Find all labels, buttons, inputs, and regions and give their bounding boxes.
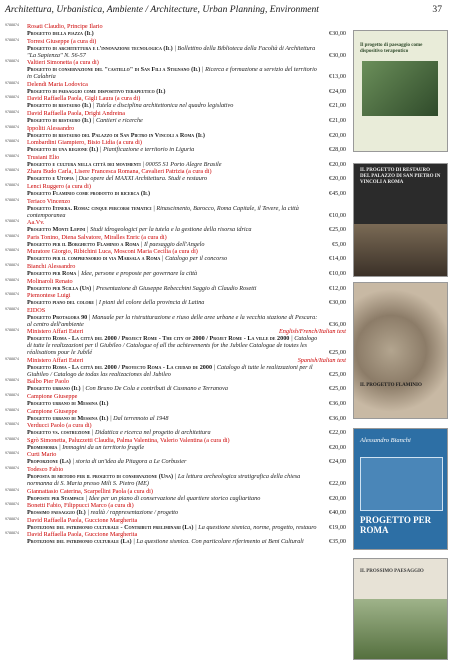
catalog-entry — [5, 466, 346, 487]
entry-subtitle: | Idee, persone e proposte per governare la città — [77, 269, 198, 277]
entry-publication — [5, 146, 346, 153]
cover-title: IL PROGETTO DI RESTAURO DEL PALAZZO DI SAN PIETRO IN VINCOLI A ROMA — [360, 168, 441, 185]
entry-title: Progetto vs. costruzione — [27, 429, 91, 437]
entry-author: Lombardini Giampiero, Bisio Lidia (a cura di) — [27, 139, 142, 147]
entry-author: David Raffaella Paola, Guccione Margherita — [27, 516, 138, 524]
isbn-code: 9788874 — [5, 153, 19, 158]
entry-title: Progetto di architettura e l'innovazione tecnologica (Il) — [27, 44, 173, 52]
entry-author: Ministero Affari Esteri English/French/Italian text — [27, 328, 346, 336]
isbn-code: 9788874 — [5, 328, 19, 333]
entry-subtitle: | Pianificazione e territorio in Liguria — [99, 146, 195, 154]
entry-author: Bonetti Fabio, Filippucci Marco (a cura di) — [27, 502, 134, 510]
isbn-code: 9788874 — [5, 502, 19, 507]
language-note: English/French/Italian text — [279, 328, 346, 336]
entry-title: Progetto Roma - La città del 2000 / Project Rome - The city of 2000 / Projet Rome - La ville de 2000 — [27, 335, 290, 343]
cover-palazzo-san-pietro — [353, 163, 448, 277]
entry-subtitle: | Rinascimento, Barocco, Roma Capitale, il Tevere, la città contemporanea — [27, 204, 299, 219]
isbn-code: 9788874 — [5, 219, 19, 224]
isbn-code: 9788874 — [5, 233, 19, 238]
entry-subtitle: | Catalogo di tutte le realizzazioni per il Giubileo / Catalogue of all the achievements for the Jubilee Catalogue de toutes les réalisations pour le Jubilé — [27, 335, 318, 357]
catalog-entry — [5, 378, 346, 392]
catalog-entry — [5, 125, 346, 139]
entry-author: Ministero Affari Esteri Spanish/Italian text — [27, 356, 346, 364]
isbn-code: 9788874 — [5, 487, 19, 492]
entry-price: €25,00 — [328, 349, 346, 357]
catalog-entry — [5, 219, 346, 233]
entry-title: Protezione del patrimonio culturale - Contributi preliminari (La) — [27, 523, 194, 531]
catalog-entry — [5, 95, 346, 109]
entry-title: Promemoria — [27, 443, 58, 451]
entry-title: Progetto e cultura nella città dei movimenti — [27, 160, 141, 168]
catalog-entry — [5, 488, 346, 502]
entry-title: Progetto e Utopia — [27, 175, 74, 183]
entry-subtitle: | Il paesaggio dell'Angelo — [140, 240, 205, 248]
entry-price: €20,00 — [328, 131, 346, 139]
entry-price: €5,00 — [332, 240, 346, 248]
catalog-entry — [5, 292, 346, 306]
catalog-entry — [5, 263, 346, 277]
entry-author: Balbo Pier Paolo — [27, 378, 69, 386]
entry-price: €19,00 — [328, 523, 346, 531]
catalog-entry — [5, 198, 346, 219]
catalog-entry — [5, 451, 346, 465]
entry-subtitle: | Dal terremoto al 1948 — [109, 414, 169, 422]
entry-price: €20,00 — [328, 494, 346, 502]
entry-subtitle: | Studi idrogeologici per la tutela e la gestione della risorsa idrica — [86, 226, 252, 234]
entry-title: Progetto di restauro (Il) — [27, 102, 92, 110]
entry-title: Progetto per il Borghetto Flaminio a Roma — [27, 240, 140, 248]
entry-price: €24,00 — [328, 87, 346, 95]
entry-publication — [5, 88, 346, 95]
entry-author: Ippoliti Alessandro — [27, 124, 75, 132]
entry-price: €20,00 — [328, 160, 346, 168]
catalog-entry — [5, 168, 346, 182]
entry-price: €28,00 — [328, 146, 346, 154]
entry-price: €20,00 — [328, 175, 346, 183]
entry-price: €36,00 — [328, 320, 346, 328]
catalog-entry — [5, 81, 346, 95]
entry-publication — [5, 299, 346, 306]
entry-price: €22,00 — [328, 480, 346, 488]
entry-publication — [5, 524, 346, 531]
entry-author: Paris Tonino, Diena Salvatore, Miralles Enric (a cura di) — [27, 233, 167, 241]
catalog-entry — [5, 502, 346, 516]
entry-publication — [5, 102, 346, 109]
entry-author: Molinaroli Renato — [27, 277, 73, 285]
isbn-code: 9788874 — [5, 306, 19, 311]
entry-author: David Raffaella Paola, Drighi Andreina — [27, 109, 125, 117]
entry-subtitle: | Tutela e disciplina architettonica nel quadro legislativo — [92, 102, 234, 110]
entry-price: €30,00 — [328, 30, 346, 37]
entry-publication — [5, 270, 346, 277]
catalog-entry — [5, 234, 346, 248]
language-note: Spanish/Italian text — [297, 356, 346, 364]
entry-publication — [5, 241, 346, 248]
entry-title: Prossimo paesaggio (Il) — [27, 509, 86, 517]
entry-author: David Raffaella Paola, Guccione Margherita — [27, 531, 138, 539]
entry-author: Delendi Maria Lodovica — [27, 80, 88, 88]
entry-author: Campione Giuseppe — [27, 393, 78, 401]
entry-title: Progetto di paesaggio come dispositivo terapeutico (Il) — [27, 87, 166, 95]
isbn-code: 9788874 — [5, 262, 19, 267]
entry-price: €25,00 — [328, 385, 346, 393]
entry-title: Progetto urbano (Il) — [27, 385, 81, 393]
catalog-entry — [5, 183, 346, 197]
entry-subtitle: | Catalogo di tutte le realizzazioni per il Giubileo / Catalogo de todas las realizaciones del Jubileo — [27, 363, 313, 378]
entry-publication — [5, 538, 346, 545]
cover-title: Il progetto di paesaggio come dispositivo terapeutico — [360, 43, 423, 54]
entry-author: Lenci Ruggero (a cura di) — [27, 182, 91, 190]
entry-author: EIDOS — [27, 306, 46, 314]
entry-author: Aa.Vv. — [27, 219, 45, 227]
isbn-code: 9788874 — [5, 182, 19, 187]
entry-title: Progetto per il comprensorio di via Marsala a Roma — [27, 255, 161, 263]
entry-subtitle: | 00055 S1 Porto Alegre Brasile — [142, 160, 222, 168]
entry-title: Proposta di metodo per il progetto di conservazione (Una) — [27, 473, 174, 481]
entry-publication — [5, 364, 346, 378]
entry-subtitle: | La questione sismica. Con particolare riferimento ai Beni Culturali — [133, 538, 304, 546]
entry-subtitle: | Catalogo per il concorso — [161, 255, 228, 263]
isbn-code: 9788874 — [5, 168, 19, 173]
entry-publication — [5, 66, 346, 80]
entry-price: €20,00 — [328, 443, 346, 451]
entry-subtitle: | Con Bruno De Cola e contributi di Cusmano e Terranova — [82, 385, 228, 393]
entry-price: €35,00 — [328, 538, 346, 546]
entry-price: €30,00 — [328, 299, 346, 307]
entry-publication — [5, 385, 346, 392]
catalog-entry — [5, 38, 346, 59]
entry-subtitle: | Didattica e ricerca nel progetto di architettura — [91, 429, 211, 437]
cover-progetto-paesaggio — [353, 30, 448, 152]
entry-author: Campione Giuseppe — [27, 407, 78, 415]
entry-title: Proposte per Stampace — [27, 494, 85, 502]
catalog-entry — [5, 437, 346, 451]
entry-subtitle: | Due opere del MAXXI Architettura. Studi e restauro — [75, 175, 208, 183]
catalog-entry — [5, 23, 346, 37]
catalog-entry — [5, 531, 346, 545]
entry-author: Curti Mario — [27, 451, 57, 459]
isbn-code: 9788874 — [5, 109, 19, 114]
page-header — [5, 4, 442, 18]
catalog-entry — [5, 139, 346, 153]
entry-price: €45,00 — [328, 189, 346, 197]
entry-price: €14,00 — [328, 255, 346, 263]
section-title: Architettura, Urbanistica, Ambiente / Architecture, Urban Planning, Environment — [5, 4, 319, 15]
entry-subtitle: | La lettura archeologica stratigrafica della chiesa normanna di S. Maria presso Mili S. Pietro (ME) — [27, 473, 301, 488]
entry-publication — [5, 285, 346, 292]
entry-publication — [5, 132, 346, 139]
entry-publication — [5, 415, 346, 422]
entry-price: €21,00 — [328, 102, 346, 110]
isbn-code: 9788874 — [5, 451, 19, 456]
entry-author: Rosati Claudio, Principe Ilario — [27, 23, 103, 30]
entry-author: Valtieri Simonetta (a cura di) — [27, 59, 99, 67]
entry-title: Proporzione (La) — [27, 458, 71, 466]
entry-subtitle: | Bollettino della Biblioteca della Facoltà di Architettura "La Sapienza" N. 56-57 — [27, 44, 316, 59]
catalog-entry — [5, 393, 346, 407]
entry-publication — [5, 30, 346, 37]
cover-author: Alessandro Bianchi — [360, 437, 411, 444]
entry-subtitle: | Idee per un piano di conservazione del quartiere storico cagliaritano — [85, 494, 261, 502]
entry-price: €30,00 — [328, 51, 346, 59]
cover-title: PROGETTO PER ROMA — [360, 515, 432, 536]
entry-publication — [5, 117, 346, 124]
entry-publication — [5, 509, 346, 516]
catalog-entries — [5, 23, 346, 546]
isbn-code: 9788874 — [5, 23, 19, 27]
isbn-code: 9788874 — [5, 59, 19, 64]
cover-progetto-flaminio — [353, 282, 448, 419]
catalog-entry — [5, 422, 346, 436]
catalog-entry — [5, 154, 346, 168]
cover-progetto-per-roma — [353, 428, 448, 550]
entry-publication — [5, 314, 346, 328]
entry-title: Progetto Protagora 90 — [27, 313, 88, 321]
isbn-code: 9788874 — [5, 277, 19, 282]
catalog-entry — [5, 59, 346, 80]
entry-title: Progetto di restauro (Il) — [27, 116, 92, 124]
entry-publication — [5, 495, 346, 502]
entry-publication — [5, 45, 346, 59]
entry-author: Verducci Paolo (a cura di) — [27, 422, 92, 430]
entry-publication — [5, 205, 346, 219]
entry-title: Progetto per Roma — [27, 269, 77, 277]
entry-title: Progetto piano del colore — [27, 299, 95, 307]
entry-price: €12,00 — [328, 284, 346, 292]
catalog-entry — [5, 248, 346, 262]
entry-price: €24,00 — [328, 458, 346, 466]
entry-author: Trusiani Elio — [27, 153, 60, 161]
entry-publication — [5, 400, 346, 407]
isbn-code: 9788874 — [5, 197, 19, 202]
entry-author: Giannattasio Caterina, Scarpellini Paola (a cura di) — [27, 487, 153, 495]
isbn-code: 9788874 — [5, 422, 19, 427]
entry-title: Progetto per Scilla (Un) — [27, 284, 92, 292]
catalog-entry — [5, 278, 346, 292]
entry-publication — [5, 473, 346, 487]
isbn-code: 9788874 — [5, 393, 19, 398]
entry-subtitle: | Immagini da un territorio fragile — [59, 443, 145, 451]
entry-author: Todesco Fabio — [27, 466, 64, 474]
entry-author: Teriaco Vincenzo — [27, 197, 71, 205]
entry-title: Progetto Roma - La città del 2000 / Proyecto Roma - La ciudad de 2000 — [27, 363, 213, 371]
entry-subtitle: | Manuale per la ristrutturazione e riuso delle aree urbane e la vecchia stazione di Pescara: al centro dell'ambiente — [27, 313, 318, 328]
entry-title: Progetto urbano di Messina (Il) — [27, 414, 109, 422]
isbn-code: 9788874 — [5, 531, 19, 536]
catalog-entry — [5, 110, 346, 124]
isbn-code: 9788874 — [5, 292, 19, 297]
entry-price: €21,00 — [328, 116, 346, 124]
isbn-code: 9788874 — [5, 95, 19, 100]
cover-title: IL PROGETTO FLAMINIO — [360, 383, 422, 388]
entry-price: €36,00 — [328, 400, 346, 408]
catalog-entry — [5, 307, 346, 328]
entry-publication — [5, 161, 346, 168]
entry-author: David Raffaella Paola, Gigli Laura (a cura di) — [27, 95, 141, 103]
entry-price: €40,00 — [328, 509, 346, 517]
entry-publication — [5, 444, 346, 451]
entry-subtitle: | Presentazione di Giuseppe Rebecchini Saggio di Claudio Rosetti — [92, 284, 257, 292]
entry-publication — [5, 190, 346, 197]
entry-author: Torresi Giuseppe (a cura di) — [27, 37, 97, 45]
entry-price: €10,00 — [328, 269, 346, 277]
isbn-code: 9788874 — [5, 378, 19, 383]
entry-subtitle: | storia di un'idea da Pitagora a Le Corbusier — [72, 458, 187, 466]
entry-subtitle: | La questione sismica, norme, progetto, restauro — [195, 523, 317, 531]
entry-publication — [5, 226, 346, 233]
entry-title: Progetto Itinera. Roma: cinque percorsi tematici — [27, 204, 152, 212]
entry-price: €13,00 — [328, 73, 346, 81]
catalog-entry — [5, 517, 346, 531]
entry-author: Zhara Budo Carla, Lisere Francesca Romana, Cavalieri Patrizia (a cura di) — [27, 168, 212, 176]
catalog-entry — [5, 328, 346, 356]
entry-publication — [5, 335, 346, 356]
entry-title: Progetto Flaminio come prodotto di ricerca (Il) — [27, 189, 151, 197]
isbn-code: 9788874 — [5, 356, 19, 361]
entry-publication — [5, 458, 346, 465]
entry-price: €25,00 — [328, 370, 346, 378]
entry-publication — [5, 255, 346, 262]
cover-title: IL PROSSIMO PAESAGGIO — [360, 569, 424, 574]
entry-author: Sgrò Simonetta, Paluzzetti Claudia, Palma Valentina, Valerio Valentina (a cura di) — [27, 436, 230, 444]
entry-price: €36,00 — [328, 414, 346, 422]
isbn-code: 9788874 — [5, 139, 19, 144]
entry-title: Protezione del patrimonio culturale (La) — [27, 538, 132, 546]
catalog-entry — [5, 408, 346, 422]
entry-title: Progetto Monti Lepini — [27, 226, 86, 234]
entry-author: Muratore Giorgio, Ribichini Luca, Mosconi Maria Cecilia (a cura di) — [27, 248, 198, 256]
entry-subtitle: | realtà / rappresentazione / progetto — [87, 509, 179, 517]
isbn-code: 9788874 — [5, 80, 19, 85]
page-number: 37 — [432, 4, 442, 15]
isbn-code: 9788874 — [5, 516, 19, 521]
entry-title: Progetto urbano di Messina (Il) — [27, 400, 109, 408]
entry-subtitle: | I piani del colore della provincia di Latina — [95, 299, 205, 307]
entry-title: Progetto di una regione (Il) — [27, 146, 99, 154]
isbn-code: 9788874 — [5, 124, 19, 129]
entry-subtitle: | Ricerca e formazione a servizio del territorio in Calabria — [27, 66, 317, 81]
entry-publication — [5, 175, 346, 182]
entry-title: Progetto di conservazione del "castello" di San Fili a Stignano (Il) — [27, 66, 201, 74]
isbn-code: 9788874 — [5, 466, 19, 471]
isbn-code: 9788874 — [5, 407, 19, 412]
entry-subtitle: | Cantieri e ricerche — [92, 116, 143, 124]
catalog-entry — [5, 357, 346, 378]
entry-author: Bianchi Alessandro — [27, 262, 76, 270]
entry-price: €10,00 — [328, 211, 346, 219]
entry-price: €22,00 — [328, 429, 346, 437]
isbn-code: 9788874 — [5, 436, 19, 441]
entry-author: Piemontese Luigi — [27, 292, 71, 300]
isbn-code: 9788874 — [5, 37, 19, 42]
entry-title: Progetto di restauro del Palazzo di San Pietro in Vincoli a Roma (Il) — [27, 131, 205, 139]
entry-price: €25,00 — [328, 226, 346, 234]
isbn-code: 9788874 — [5, 248, 19, 253]
cover-prossimo-paesaggio — [353, 558, 448, 660]
entry-title: Progetto della piazza (Il) — [27, 30, 94, 37]
entry-publication — [5, 429, 346, 436]
